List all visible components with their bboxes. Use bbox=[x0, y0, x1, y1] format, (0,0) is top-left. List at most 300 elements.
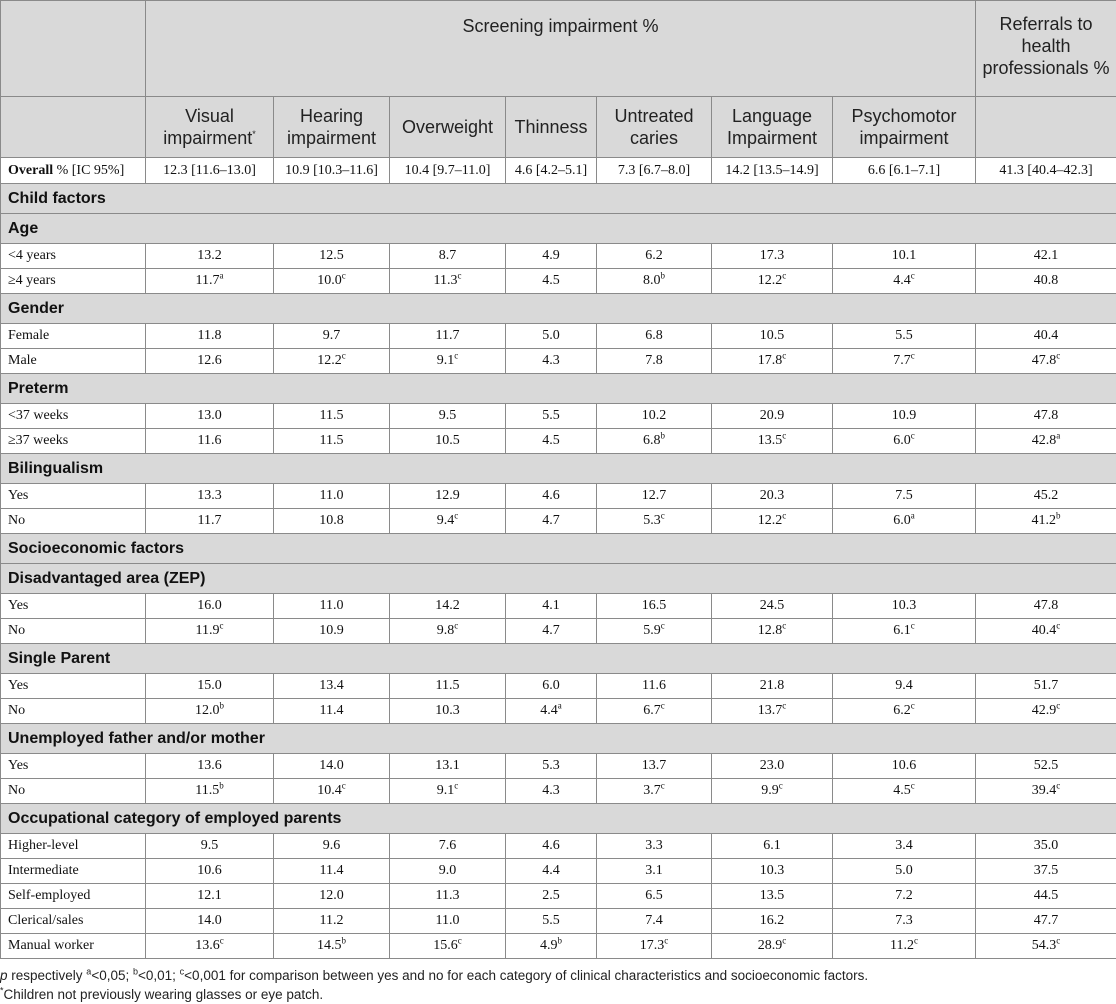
row-label: Yes bbox=[1, 594, 146, 619]
section-header-row bbox=[1, 454, 1116, 484]
table-cell bbox=[976, 699, 1116, 724]
table-cell bbox=[274, 594, 390, 619]
significance-marker: c bbox=[782, 700, 787, 711]
section-title: Bilingualism bbox=[1, 454, 1116, 484]
table-cell bbox=[597, 834, 712, 859]
cell-value: 4.1 bbox=[542, 598, 560, 613]
cell-value: 11.8 bbox=[197, 328, 222, 343]
table-cell bbox=[146, 484, 274, 509]
cell-value: 52.5 bbox=[1033, 758, 1059, 773]
cell-value: 12.2 bbox=[317, 353, 342, 368]
table-cell bbox=[833, 404, 976, 429]
significance-marker: c bbox=[910, 350, 915, 361]
cell-value: 13.3 bbox=[197, 488, 222, 503]
cell-value: 11.2 bbox=[319, 913, 344, 928]
table-row bbox=[1, 699, 1116, 724]
overall-row bbox=[1, 158, 1116, 184]
table-cell bbox=[976, 594, 1116, 619]
cell-value: 28.9 bbox=[757, 938, 783, 953]
table-cell bbox=[274, 699, 390, 724]
table-cell bbox=[390, 674, 506, 699]
significance-marker: c bbox=[454, 620, 459, 631]
cell-value: 11.9 bbox=[195, 623, 220, 638]
cell-value: 13.7 bbox=[757, 703, 783, 718]
significance-marker: c bbox=[454, 350, 459, 361]
significance-marker: c bbox=[910, 620, 915, 631]
cell-value: 14.2 bbox=[435, 598, 460, 613]
cell-value: 9.7 bbox=[322, 328, 341, 343]
significance-marker: c bbox=[454, 510, 459, 521]
cell-value: 3.4 bbox=[895, 838, 913, 853]
cell-value: 6.1 bbox=[763, 838, 781, 853]
cell-value: 11.6 bbox=[642, 678, 666, 693]
col-header-overweight: Overweight bbox=[390, 97, 506, 158]
cell-value: 13.0 bbox=[197, 408, 222, 423]
cell-value: 13.7 bbox=[641, 758, 667, 773]
table-row bbox=[1, 484, 1116, 509]
section-header-row bbox=[1, 184, 1116, 214]
table-cell bbox=[597, 484, 712, 509]
table-cell bbox=[146, 754, 274, 779]
table-cell bbox=[390, 509, 506, 534]
table-cell bbox=[390, 269, 506, 294]
cell-value: 4.5 bbox=[542, 273, 560, 288]
table-cell bbox=[390, 619, 506, 644]
table-cell bbox=[390, 754, 506, 779]
cell-value: 7.4 bbox=[645, 913, 663, 928]
cell-value: 7.7 bbox=[893, 353, 911, 368]
table-cell bbox=[390, 324, 506, 349]
cell-value: 11.7 bbox=[435, 328, 460, 343]
table-cell bbox=[833, 909, 976, 934]
cell-value: 11.0 bbox=[319, 598, 344, 613]
table-cell bbox=[274, 934, 390, 959]
table-cell bbox=[712, 699, 833, 724]
row-label: No bbox=[1, 619, 146, 644]
cell-value: 16.5 bbox=[641, 598, 667, 613]
table-cell bbox=[976, 244, 1116, 269]
row-label: Self-employed bbox=[1, 884, 146, 909]
cell-value: 11.5 bbox=[435, 678, 460, 693]
cell-value: 5.0 bbox=[895, 863, 913, 878]
table-row bbox=[1, 934, 1116, 959]
table-cell bbox=[390, 834, 506, 859]
cell-value: 11.7 bbox=[195, 273, 220, 288]
cell-value: 9.6 bbox=[322, 838, 341, 853]
table-cell bbox=[712, 909, 833, 934]
table-cell bbox=[506, 884, 597, 909]
col-header-visual: Visual impairment* bbox=[146, 97, 274, 158]
row-label: ≥37 weeks bbox=[1, 429, 146, 454]
table-cell bbox=[274, 619, 390, 644]
cell-value: 5.5 bbox=[542, 408, 560, 423]
cell-value: 16.0 bbox=[197, 598, 222, 613]
cell-value: 6.0 bbox=[542, 678, 560, 693]
table-cell bbox=[597, 859, 712, 884]
cell-value: 4.7 bbox=[542, 623, 560, 638]
table-cell bbox=[146, 429, 274, 454]
significance-marker: c bbox=[1056, 780, 1061, 791]
cell-value: 6.7 bbox=[643, 703, 661, 718]
table-cell bbox=[390, 404, 506, 429]
cell-value: 40.4 bbox=[1033, 328, 1059, 343]
corner-cell bbox=[1, 1, 146, 97]
cell-value: 6.8 bbox=[643, 433, 661, 448]
table-cell bbox=[506, 244, 597, 269]
cell-value: 10.3 bbox=[891, 598, 917, 613]
significance-marker: c bbox=[1056, 350, 1061, 361]
cell-value: 10.6 bbox=[197, 863, 222, 878]
screening-impairment-header: Screening impairment % bbox=[146, 1, 976, 97]
table-row bbox=[1, 509, 1116, 534]
cell-value: 12.8 bbox=[757, 623, 783, 638]
row-label: No bbox=[1, 509, 146, 534]
table-row bbox=[1, 244, 1116, 269]
cell-value: 11.3 bbox=[433, 273, 458, 288]
table-cell bbox=[712, 594, 833, 619]
significance-marker: c bbox=[910, 430, 915, 441]
section-title: Occupational category of employed parents bbox=[1, 804, 1116, 834]
table-cell bbox=[597, 269, 712, 294]
table-cell bbox=[833, 834, 976, 859]
cell-value: 13.6 bbox=[197, 758, 222, 773]
cell-value: 7.2 bbox=[895, 888, 913, 903]
table-cell bbox=[506, 484, 597, 509]
significance-marker: c bbox=[782, 510, 787, 521]
section-title: Age bbox=[1, 214, 1116, 244]
table-cell bbox=[274, 244, 390, 269]
section-title: Gender bbox=[1, 294, 1116, 324]
section-header-row bbox=[1, 724, 1116, 754]
table-cell bbox=[712, 619, 833, 644]
significance-marker: c bbox=[782, 620, 787, 631]
cell-value: 13.4 bbox=[319, 678, 344, 693]
table-cell bbox=[506, 619, 597, 644]
table-cell bbox=[274, 509, 390, 534]
section-title: Preterm bbox=[1, 374, 1116, 404]
cell-value: 15.6 bbox=[433, 938, 458, 953]
cell-value: 9.4 bbox=[436, 513, 455, 528]
cell-value: 9.8 bbox=[436, 623, 455, 638]
cell-value: 6.0 bbox=[893, 433, 911, 448]
overall-label: Overall % [IC 95%] bbox=[1, 158, 146, 184]
section-title: Child factors bbox=[1, 184, 1116, 214]
cell-value: 39.4 bbox=[1031, 783, 1057, 798]
cell-value: 9.5 bbox=[438, 408, 457, 423]
cell-value: 5.9 bbox=[643, 623, 661, 638]
table-cell bbox=[976, 269, 1116, 294]
overall-value: 4.6 [4.2–5.1] bbox=[506, 158, 597, 184]
table-cell bbox=[146, 269, 274, 294]
cell-value: 47.7 bbox=[1033, 913, 1059, 928]
table-cell bbox=[597, 349, 712, 374]
col-header-language: Language Impairment bbox=[712, 97, 833, 158]
significance-marker: c bbox=[341, 350, 346, 361]
cell-value: 42.9 bbox=[1031, 703, 1057, 718]
table-cell bbox=[833, 699, 976, 724]
table-row bbox=[1, 909, 1116, 934]
table-cell bbox=[976, 404, 1116, 429]
cell-value: 17.8 bbox=[757, 353, 783, 368]
significance-marker: c bbox=[910, 270, 915, 281]
table-cell bbox=[597, 934, 712, 959]
significance-marker: b bbox=[660, 430, 665, 441]
significance-marker: c bbox=[660, 510, 665, 521]
cell-value: 54.3 bbox=[1031, 938, 1057, 953]
cell-value: 6.2 bbox=[893, 703, 911, 718]
cell-value: 5.3 bbox=[542, 758, 560, 773]
overall-value: 10.4 [9.7–11.0] bbox=[390, 158, 506, 184]
cell-value: 42.1 bbox=[1033, 248, 1059, 263]
cell-value: 21.8 bbox=[759, 678, 785, 693]
table-cell bbox=[976, 859, 1116, 884]
col-header-psychomotor: Psychomotor impairment bbox=[833, 97, 976, 158]
cell-value: 12.7 bbox=[641, 488, 667, 503]
table-cell bbox=[506, 324, 597, 349]
table-cell bbox=[146, 834, 274, 859]
cell-value: 2.5 bbox=[542, 888, 560, 903]
cell-value: 10.3 bbox=[435, 703, 460, 718]
cell-value: 14.0 bbox=[197, 913, 222, 928]
cell-value: 8.7 bbox=[438, 248, 457, 263]
table-cell bbox=[597, 244, 712, 269]
table-cell bbox=[833, 429, 976, 454]
significance-marker: c bbox=[660, 700, 665, 711]
p-value-footnote: p respectively $^a$<0,05; $^b$<0,01; $^c$<0,001 for comparison between yes and no for each category of clinical characteristics and socioeconomic factors. bbox=[0, 966, 869, 983]
table-cell bbox=[390, 934, 506, 959]
cell-value: 13.6 bbox=[195, 938, 220, 953]
table-cell bbox=[976, 619, 1116, 644]
cell-value: 10.3 bbox=[759, 863, 785, 878]
cell-value: 11.5 bbox=[195, 783, 220, 798]
cell-value: 10.4 bbox=[317, 783, 342, 798]
table-cell bbox=[274, 859, 390, 884]
cell-value: 4.9 bbox=[542, 248, 560, 263]
table-cell bbox=[833, 934, 976, 959]
col-header-caries: Untreated caries bbox=[597, 97, 712, 158]
table-cell bbox=[976, 674, 1116, 699]
table-cell bbox=[390, 884, 506, 909]
table-cell bbox=[506, 859, 597, 884]
significance-marker: c bbox=[1056, 620, 1061, 631]
table-row bbox=[1, 269, 1116, 294]
table-cell bbox=[597, 324, 712, 349]
row-label: ≥4 years bbox=[1, 269, 146, 294]
section-header-row bbox=[1, 214, 1116, 244]
cell-value: 35.0 bbox=[1033, 838, 1059, 853]
cell-value: 37.5 bbox=[1033, 863, 1059, 878]
table-cell bbox=[833, 674, 976, 699]
cell-value: 7.8 bbox=[645, 353, 663, 368]
table-cell bbox=[833, 754, 976, 779]
table-cell bbox=[506, 834, 597, 859]
row-label: Yes bbox=[1, 484, 146, 509]
table-cell bbox=[597, 674, 712, 699]
table-cell bbox=[146, 859, 274, 884]
cell-value: 13.5 bbox=[759, 888, 785, 903]
cell-value: 4.5 bbox=[893, 783, 911, 798]
significance-marker: c bbox=[910, 780, 915, 791]
significance-marker: c bbox=[782, 350, 787, 361]
corner-cell-2 bbox=[1, 97, 146, 158]
table-cell bbox=[712, 269, 833, 294]
significance-marker: c bbox=[782, 270, 787, 281]
section-header-row bbox=[1, 644, 1116, 674]
table-cell bbox=[274, 429, 390, 454]
cell-value: 8.0 bbox=[643, 273, 661, 288]
cell-value: 11.6 bbox=[197, 433, 222, 448]
overall-value: 7.3 [6.7–8.0] bbox=[597, 158, 712, 184]
cell-value: 11.4 bbox=[319, 863, 344, 878]
row-label: No bbox=[1, 779, 146, 804]
table-cell bbox=[506, 349, 597, 374]
cell-value: 5.0 bbox=[542, 328, 560, 343]
table-cell bbox=[976, 429, 1116, 454]
cell-value: 11.0 bbox=[435, 913, 460, 928]
cell-value: 10.1 bbox=[891, 248, 917, 263]
cell-value: 4.6 bbox=[542, 838, 560, 853]
referrals-header: Referrals to health professionals % bbox=[976, 1, 1116, 97]
table-cell bbox=[506, 509, 597, 534]
cell-value: 13.2 bbox=[197, 248, 222, 263]
table-cell bbox=[146, 884, 274, 909]
table-cell bbox=[274, 884, 390, 909]
cell-value: 12.2 bbox=[757, 273, 783, 288]
cell-value: 12.1 bbox=[197, 888, 222, 903]
significance-marker: b bbox=[660, 270, 665, 281]
cell-value: 6.0 bbox=[893, 513, 911, 528]
table-cell bbox=[976, 884, 1116, 909]
section-header-row bbox=[1, 294, 1116, 324]
table-row bbox=[1, 619, 1116, 644]
table-cell bbox=[833, 509, 976, 534]
table-cell bbox=[976, 834, 1116, 859]
table-cell bbox=[833, 594, 976, 619]
table-cell bbox=[597, 754, 712, 779]
cell-value: 16.2 bbox=[759, 913, 785, 928]
cell-value: 4.6 bbox=[542, 488, 560, 503]
table-cell bbox=[712, 779, 833, 804]
significance-marker: a bbox=[557, 700, 562, 711]
cell-value: 10.6 bbox=[891, 758, 917, 773]
row-label: Yes bbox=[1, 674, 146, 699]
cell-value: 24.5 bbox=[759, 598, 785, 613]
cell-value: 12.2 bbox=[757, 513, 783, 528]
cell-value: 3.3 bbox=[645, 838, 663, 853]
cell-value: 11.7 bbox=[197, 513, 222, 528]
significance-marker: b bbox=[557, 935, 562, 946]
table-cell bbox=[390, 484, 506, 509]
table-cell bbox=[274, 779, 390, 804]
significance-marker: c bbox=[664, 935, 669, 946]
cell-value: 42.8 bbox=[1031, 433, 1057, 448]
cell-value: 12.0 bbox=[319, 888, 344, 903]
table-cell bbox=[597, 699, 712, 724]
cell-value: 14.5 bbox=[317, 938, 342, 953]
significance-marker: b bbox=[341, 935, 346, 946]
table-cell bbox=[976, 909, 1116, 934]
table-cell bbox=[274, 484, 390, 509]
significance-marker: c bbox=[457, 270, 462, 281]
cell-value: 47.8 bbox=[1031, 353, 1057, 368]
table-cell bbox=[597, 779, 712, 804]
row-label: Intermediate bbox=[1, 859, 146, 884]
cell-value: 4.4 bbox=[542, 863, 560, 878]
table-cell bbox=[712, 429, 833, 454]
table-cell bbox=[976, 754, 1116, 779]
table-cell bbox=[712, 509, 833, 534]
table-cell bbox=[712, 754, 833, 779]
cell-value: 23.0 bbox=[759, 758, 785, 773]
cell-value: 9.9 bbox=[761, 783, 779, 798]
section-header-row bbox=[1, 534, 1116, 564]
cell-value: 41.2 bbox=[1031, 513, 1056, 528]
table-cell bbox=[833, 244, 976, 269]
cell-value: 20.9 bbox=[759, 408, 785, 423]
cell-value: 3.7 bbox=[643, 783, 661, 798]
cell-value: 15.0 bbox=[197, 678, 222, 693]
significance-marker: c bbox=[782, 430, 787, 441]
table-cell bbox=[146, 909, 274, 934]
table-cell bbox=[833, 619, 976, 644]
table-cell bbox=[506, 429, 597, 454]
table-cell bbox=[390, 779, 506, 804]
table-cell bbox=[976, 934, 1116, 959]
table-cell bbox=[597, 509, 712, 534]
cell-value: 12.0 bbox=[195, 703, 220, 718]
table-cell bbox=[506, 754, 597, 779]
cell-value: 11.3 bbox=[435, 888, 460, 903]
table-cell bbox=[597, 594, 712, 619]
significance-marker: b bbox=[219, 780, 224, 791]
significance-marker: a bbox=[1056, 430, 1061, 441]
table-cell bbox=[506, 699, 597, 724]
cell-value: 51.7 bbox=[1033, 678, 1059, 693]
table-cell bbox=[976, 779, 1116, 804]
significance-marker: c bbox=[778, 780, 783, 791]
table-cell bbox=[712, 349, 833, 374]
row-label: No bbox=[1, 699, 146, 724]
significance-marker: a bbox=[219, 270, 224, 281]
table-cell bbox=[833, 269, 976, 294]
cell-value: 7.3 bbox=[895, 913, 913, 928]
cell-value: 9.1 bbox=[436, 783, 455, 798]
table-row bbox=[1, 754, 1116, 779]
cell-value: 3.1 bbox=[645, 863, 663, 878]
table-cell bbox=[390, 859, 506, 884]
table-cell bbox=[146, 619, 274, 644]
cell-value: 11.2 bbox=[890, 938, 914, 953]
table-cell bbox=[274, 909, 390, 934]
significance-marker: c bbox=[219, 620, 224, 631]
table-row bbox=[1, 884, 1116, 909]
row-label: Clerical/sales bbox=[1, 909, 146, 934]
table-cell bbox=[597, 884, 712, 909]
section-title: Unemployed father and/or mother bbox=[1, 724, 1116, 754]
cell-value: 20.3 bbox=[759, 488, 785, 503]
table-cell bbox=[274, 269, 390, 294]
row-label: <37 weeks bbox=[1, 404, 146, 429]
table-cell bbox=[390, 909, 506, 934]
cell-value: 13.1 bbox=[435, 758, 460, 773]
significance-marker: c bbox=[660, 780, 665, 791]
table-cell bbox=[976, 324, 1116, 349]
table-cell bbox=[146, 699, 274, 724]
cell-value: 47.8 bbox=[1033, 598, 1059, 613]
table-cell bbox=[506, 404, 597, 429]
significance-marker: c bbox=[660, 620, 665, 631]
cell-value: 10.8 bbox=[319, 513, 344, 528]
